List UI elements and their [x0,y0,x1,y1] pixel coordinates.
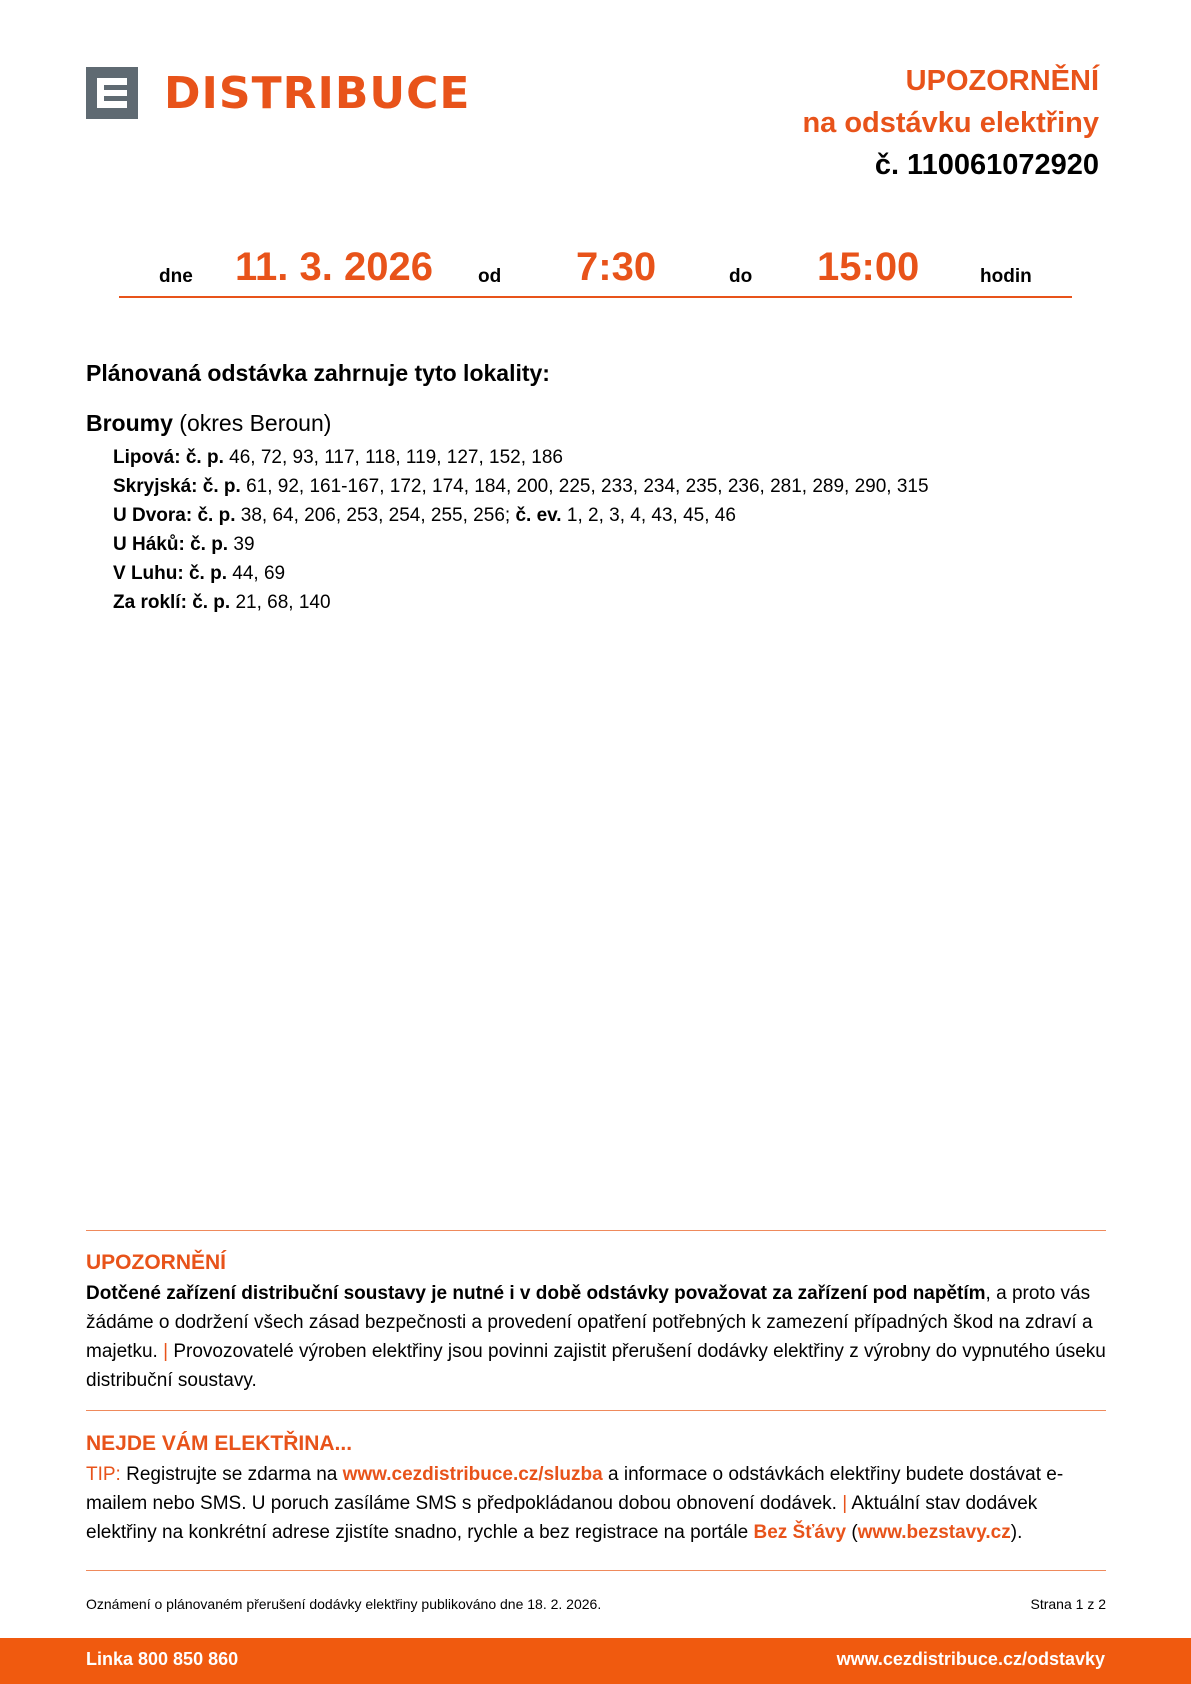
paren: ). [1010,1522,1023,1543]
cp-label: č. p. [188,563,227,584]
info-text-3: Aktuální stav dodávek elektřiny na konkrétní adrese zjistíte snadno, rychle a bez registrace na portále [86,1493,1038,1543]
cp-label: č. p. [197,505,236,526]
info-title: NEJDE VÁM ELEKTŘINA... [86,1432,353,1455]
service-link[interactable]: www.cezdistribuce.cz/sluzba [342,1464,603,1485]
info-text-1: Registrujte se zdarma na [126,1464,338,1485]
divider [86,1230,1106,1231]
cp-label: č. p. [192,592,231,613]
hotline[interactable]: Linka 800 850 860 [86,1649,239,1669]
town: Broumy [86,410,173,436]
tip-label: TIP: [86,1464,121,1485]
street-name: Za roklí: [113,592,187,613]
start-time: 7:30 [576,245,657,289]
outages-url[interactable]: www.cezdistribuce.cz/odstavky [836,1649,1105,1669]
ev-label: č. ev. [515,505,562,526]
street-name: V Luhu: [113,563,184,584]
street-name: Lipová: [113,447,181,468]
street-item [113,530,929,559]
cp-label: č. p. [202,476,241,497]
schedule-row [119,240,1072,298]
house-numbers: 39 [233,534,255,555]
footer-bar [0,1638,1191,1684]
divider [86,1410,1106,1411]
cp-label: č. p. [190,534,229,555]
cp-label: č. p. [185,447,224,468]
warning-bold: Dotčené zařízení distribuční soustavy je nutné i v době odstávky považovat za zařízení pod napětím [86,1283,986,1304]
street-item [113,443,929,472]
street-list [113,443,929,617]
street-name: U Dvora: [113,505,193,526]
paren: ( [851,1522,858,1543]
separator: | [163,1341,169,1362]
separator: | [842,1493,848,1514]
divider [86,1570,1106,1571]
notice-subtitle: na odstávku elektřiny [802,107,1099,139]
outage-date: 11. 3. 2026 [235,245,433,289]
warning-text-1: , a proto vás žádáme o dodržení všech zásad bezpečnosti a provedení opatření potřebných k zamezení případných škod na zdraví a majetku. [86,1283,1093,1362]
page-number: Strana 1 z 2 [1030,1596,1106,1612]
bez-stavy-link[interactable]: Bez Šťávy [753,1522,847,1543]
end-time: 15:00 [817,245,920,289]
street-item [113,588,929,617]
warning-text-2: Provozovatelé výroben elektřiny jsou povinni zajistit přerušení dodávky elektřiny z výrobny do vypnutého úseku distribuční soustavy. [86,1341,1106,1391]
from-label: od [478,266,502,287]
town-name [86,410,331,437]
to-label: do [729,266,753,287]
street-name: Skryjská: [113,476,198,497]
notice-number: č. 110061072920 [874,149,1099,181]
notice-title: UPOZORNĚNÍ [905,65,1099,97]
date-label: dne [159,266,193,287]
bezstavy-url-link[interactable]: www.bezstavy.cz [857,1522,1011,1543]
info-text-2: a informace o odstávkách elektřiny budete dostávat e-mailem nebo SMS. U poruch zasíláme SMS s předpokládanou dobou obnovení dodávek. [86,1464,1064,1514]
hours-label: hodin [980,266,1032,287]
localities-heading: Plánovaná odstávka zahrnuje tyto lokality: [86,360,550,386]
district: (okres Beroun) [179,410,332,436]
street-item [113,559,929,588]
evidence-numbers: 1, 2, 3, 4, 43, 45, 46 [566,505,736,526]
warning-title: UPOZORNĚNÍ [86,1251,227,1274]
warning-text [86,1279,1106,1395]
house-numbers: 44, 69 [232,563,286,584]
info-text [86,1460,1106,1547]
house-numbers: 21, 68, 140 [235,592,331,613]
house-numbers: 46, 72, 93, 117, 118, 119, 127, 152, 186 [229,447,563,468]
street-item [113,472,929,501]
street-item [113,501,929,530]
street-name: U Háků: [113,534,185,555]
published-note: Oznámení o plánovaném přerušení dodávky elektřiny publikováno dne 18. 2. 2026. [86,1596,602,1612]
logo-text: DISTRIBUCE [164,67,471,119]
cez-logo-icon [86,67,138,119]
company-logo [86,67,470,119]
house-numbers: 61, 92, 161-167, 172, 174, 184, 200, 225, 233, 234, 235, 236, 281, 289, 290, 315 [246,476,929,497]
house-numbers: 38, 64, 206, 253, 254, 255, 256; [240,505,511,526]
notice-header [802,60,1099,186]
